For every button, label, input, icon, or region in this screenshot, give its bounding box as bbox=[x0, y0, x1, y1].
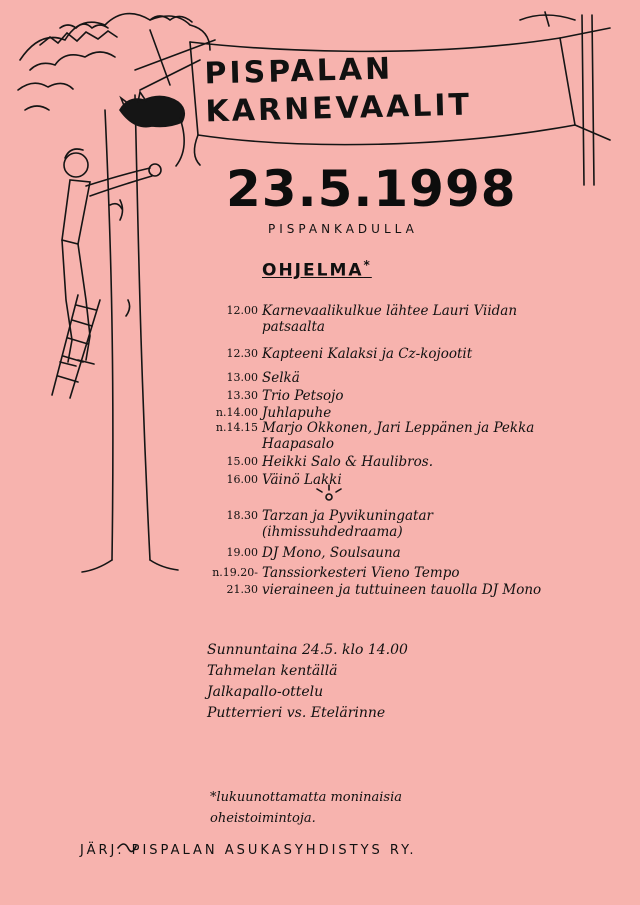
program-event: Trio Petsojo bbox=[262, 388, 344, 404]
program-item bbox=[200, 303, 580, 335]
program-event: vieraineen ja tuttuineen tauolla DJ Mono bbox=[262, 582, 542, 598]
program-item bbox=[200, 472, 580, 488]
program-time: 19.00 bbox=[226, 546, 258, 559]
program-item bbox=[200, 565, 580, 581]
cat-figure bbox=[120, 92, 184, 166]
event-street: PISPANKADULLA bbox=[268, 222, 418, 236]
sunday-line: Jalkapallo-ottelu bbox=[207, 684, 324, 700]
banner-title-line2: KARNEVAALIT bbox=[205, 87, 473, 130]
program-item bbox=[200, 454, 580, 470]
sunday-line: Sunnuntaina 24.5. klo 14.00 bbox=[207, 642, 408, 658]
program-time: 12.00 bbox=[226, 304, 258, 317]
sunday-line: Putterrieri vs. Etelärinne bbox=[207, 705, 386, 721]
program-event: Kapteeni Kalaksi ja Cz-kojootit bbox=[262, 346, 473, 362]
program-time: 12.30 bbox=[226, 347, 258, 360]
program-item bbox=[200, 405, 580, 421]
program-time: n.19.20- bbox=[212, 566, 258, 579]
program-heading-mark: * bbox=[363, 258, 372, 272]
organizer: JÄRJ. PISPALAN ASUKASYHDISTYS RY. bbox=[80, 843, 417, 858]
program-time: n.14.15 bbox=[215, 421, 258, 434]
program-item bbox=[200, 582, 580, 598]
banner-title-line1: PISPALAN bbox=[204, 51, 394, 92]
program-event: Tanssiorkesteri Vieno Tempo bbox=[262, 565, 460, 581]
program-item bbox=[200, 388, 580, 404]
program-item bbox=[200, 420, 580, 452]
footnote-line: oheistoimintoja. bbox=[210, 811, 316, 826]
program-event: Tarzan ja Pyvikuningatar (ihmissuhdedraama) bbox=[262, 508, 433, 540]
program-heading-text: OHJELMA bbox=[262, 260, 364, 281]
program-time: 16.00 bbox=[226, 473, 258, 486]
footnote-line: *lukuunottamatta moninaisia bbox=[210, 790, 403, 805]
program-event: Juhlapuhe bbox=[262, 405, 332, 421]
tree-branch bbox=[135, 30, 215, 90]
program-event: DJ Mono, Soulsauna bbox=[262, 545, 401, 561]
program-event: Väinö Lakki bbox=[262, 472, 342, 488]
tree-trunk bbox=[82, 95, 178, 572]
program-time: 18.30 bbox=[226, 509, 258, 522]
program-time: 13.00 bbox=[226, 371, 258, 384]
tree-foliage bbox=[18, 14, 210, 110]
sunday-match bbox=[207, 640, 408, 724]
sunday-line: Tahmelan kentällä bbox=[207, 663, 338, 679]
program-event: Marjo Okkonen, Jari Leppänen ja Pekka Haapasalo bbox=[262, 420, 535, 452]
program-event: Karnevaalikulkue lähtee Lauri Viidan patsaalta bbox=[262, 303, 518, 335]
program-item bbox=[200, 508, 580, 540]
program-time: n.14.00 bbox=[215, 406, 258, 419]
footnote bbox=[210, 787, 402, 829]
program-time: 13.30 bbox=[226, 389, 258, 402]
banner-title bbox=[204, 49, 472, 132]
program-event: Selkä bbox=[262, 370, 300, 386]
program-item bbox=[200, 370, 580, 386]
program-time: 21.30 bbox=[226, 583, 258, 596]
program-heading bbox=[262, 258, 372, 281]
program-item bbox=[200, 545, 580, 561]
program-item bbox=[200, 346, 580, 362]
program-event: Heikki Salo & Haulibros. bbox=[262, 454, 433, 470]
event-date: 23.5.1998 bbox=[226, 160, 517, 218]
ladder bbox=[52, 295, 100, 398]
program-time: 15.00 bbox=[226, 455, 258, 468]
